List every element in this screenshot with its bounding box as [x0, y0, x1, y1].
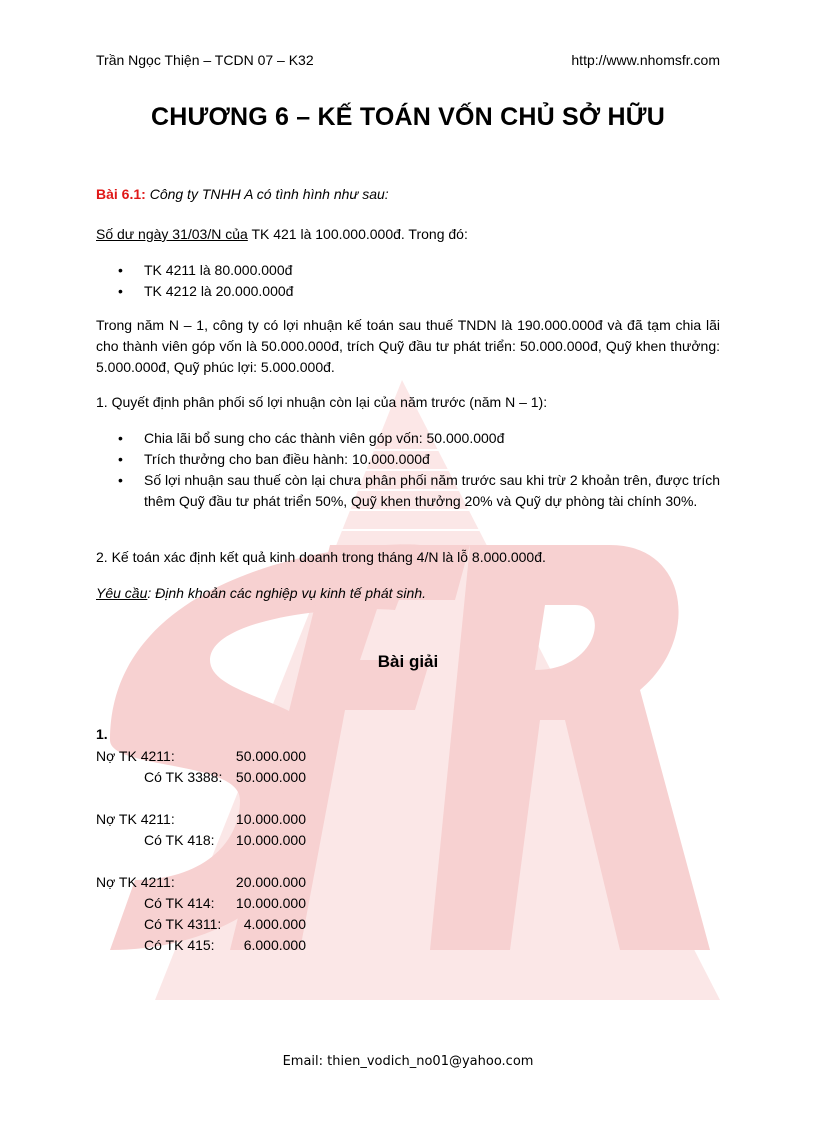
debit-account: Nợ TK 4211: — [96, 874, 175, 890]
credit-amount: 50.000.000 — [235, 769, 306, 785]
debit-amount: 50.000.000 — [235, 748, 306, 764]
exercise-label: Bài 6.1: — [96, 186, 146, 202]
credit-amount: 6.000.000 — [243, 937, 306, 953]
solution-heading: Bài giải — [377, 652, 439, 671]
solution-part-number: 1. — [96, 726, 108, 742]
list-item: • TK 4211 là 80.000.000đ — [96, 260, 720, 281]
credit-account: Có TK 418: — [144, 832, 215, 848]
requirement-label: Yêu cầu — [96, 585, 148, 601]
exercise-intro-text: Công ty TNHH A có tình hình như sau: — [149, 186, 389, 202]
task-1-list — [96, 428, 720, 512]
credit-account: Có TK 414: — [144, 895, 215, 911]
debit-amount: 20.000.000 — [235, 874, 306, 890]
balance-text: TK 421 là 100.000.000đ. Trong đó: — [251, 226, 468, 242]
list-item: • Chia lãi bổ sung cho các thành viên góp vốn: 50.000.000đ — [96, 428, 720, 449]
balance-line — [96, 224, 720, 245]
requirement-text: : Định khoản các nghiệp vụ kinh tế phát sinh. — [147, 585, 427, 601]
task-2: 2. Kế toán xác định kết quả kinh doanh trong tháng 4/N là lỗ 8.000.000đ. — [96, 549, 546, 565]
exercise-intro — [96, 184, 720, 205]
prev-year-paragraph: Trong năm N – 1, công ty có lợi nhuận kế toán sau thuế TNDN là 190.000.000đ và đã tạm chia lãi cho thành viên góp vốn là 50.000.000đ, trích Quỹ đầu tư phát triển: 50.000.000đ, Quỹ khen thưởng: 5.000.000đ, Quỹ phúc lợi: 5.000.000đ. — [96, 317, 720, 375]
footer-email: Email: thien_vodich_no01@yahoo.com — [282, 1054, 534, 1069]
header-author: Trần Ngọc Thiện – TCDN 07 – K32 — [96, 52, 314, 68]
credit-amount: 4.000.000 — [243, 916, 306, 932]
balance-list — [96, 260, 720, 302]
credit-account: Có TK 4311: — [144, 916, 222, 932]
list-item: • TK 4212 là 20.000.000đ — [96, 281, 720, 302]
debit-account: Nợ TK 4211: — [96, 748, 175, 764]
list-item: • Trích thưởng cho ban điều hành: 10.000.000đ — [96, 449, 720, 470]
chapter-title: CHƯƠNG 6 – KẾ TOÁN VỐN CHỦ SỞ HỮU — [151, 103, 665, 131]
credit-amount: 10.000.000 — [235, 832, 306, 848]
debit-amount: 10.000.000 — [235, 811, 306, 827]
credit-account: Có TK 3388: — [144, 769, 223, 785]
credit-amount: 10.000.000 — [235, 895, 306, 911]
list-item: • Số lợi nhuận sau thuế còn lại chưa phân phối năm trước sau khi trừ 2 khoản trên, được trích thêm Quỹ đầu tư phát triển 50%, Quỹ khen thưởng 20% và Quỹ dự phòng tài chính 30%. — [96, 470, 720, 512]
debit-account: Nợ TK 4211: — [96, 811, 175, 827]
header-website[interactable]: http://www.nhomsfr.com — [571, 52, 720, 68]
credit-account: Có TK 415: — [144, 937, 215, 953]
task-1: 1. Quyết định phân phối số lợi nhuận còn lại của năm trước (năm N – 1): — [96, 394, 548, 410]
balance-label: Số dư ngày 31/03/N của — [96, 226, 248, 242]
requirement — [96, 583, 720, 604]
